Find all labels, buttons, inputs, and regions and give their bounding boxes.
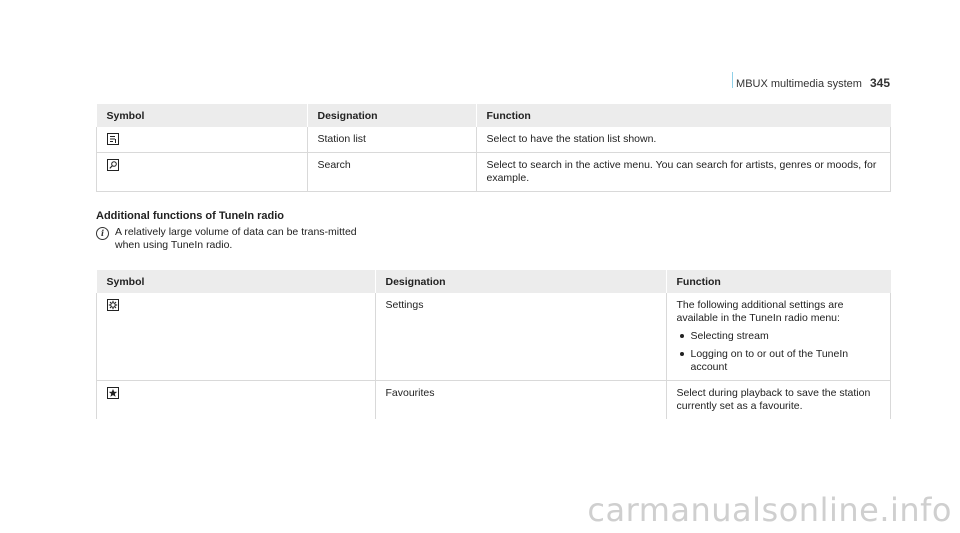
section-heading: Additional functions of TuneIn radio	[96, 210, 284, 222]
symbol-cell	[97, 293, 376, 381]
search-icon	[107, 159, 119, 171]
list-item: Logging on to or out of the TuneIn account	[677, 348, 881, 374]
header-title: MBUX multimedia system	[736, 78, 862, 90]
symbols-table-1	[96, 104, 891, 192]
info-icon: i	[96, 227, 109, 240]
column-header-designation: Designation	[375, 270, 666, 293]
designation-cell: Station list	[307, 127, 476, 153]
symbol-cell	[97, 381, 376, 420]
page-header	[0, 76, 890, 90]
designation-cell: Favourites	[375, 381, 666, 420]
settings-icon	[107, 299, 119, 311]
column-header-symbol: Symbol	[97, 104, 308, 127]
designation-cell: Search	[307, 153, 476, 192]
table-row	[97, 293, 891, 381]
symbol-cell	[97, 127, 308, 153]
function-cell: Select to have the station list shown.	[476, 127, 891, 153]
station-list-icon	[107, 133, 119, 145]
page-number: 345	[869, 76, 890, 90]
designation-cell: Settings	[375, 293, 666, 381]
function-cell: Select during playback to save the station currently set as a favourite.	[666, 381, 891, 420]
column-header-function: Function	[476, 104, 891, 127]
table-row	[97, 127, 891, 153]
info-note-text: A relatively large volume of data can be trans-mitted when using TuneIn radio.	[115, 226, 357, 251]
table-row	[97, 153, 891, 192]
function-text: The following additional settings are available in the TuneIn radio menu:	[676, 299, 844, 324]
star-icon	[107, 387, 119, 399]
column-header-symbol: Symbol	[97, 270, 376, 293]
header-divider	[732, 72, 733, 88]
table-header-row	[97, 104, 891, 127]
function-cell: Select to search in the active menu. You can search for artists, genres or moods, for example.	[476, 153, 891, 192]
table-header-row	[97, 270, 891, 293]
symbol-cell	[97, 153, 308, 192]
table-row	[97, 381, 891, 420]
bullet-list	[677, 330, 881, 374]
symbols-table-2	[96, 270, 891, 419]
list-item: Selecting stream	[677, 330, 881, 343]
info-note	[96, 226, 366, 252]
column-header-designation: Designation	[307, 104, 476, 127]
function-cell	[666, 293, 891, 381]
column-header-function: Function	[666, 270, 891, 293]
watermark: carmanualsonline.info	[587, 491, 952, 529]
